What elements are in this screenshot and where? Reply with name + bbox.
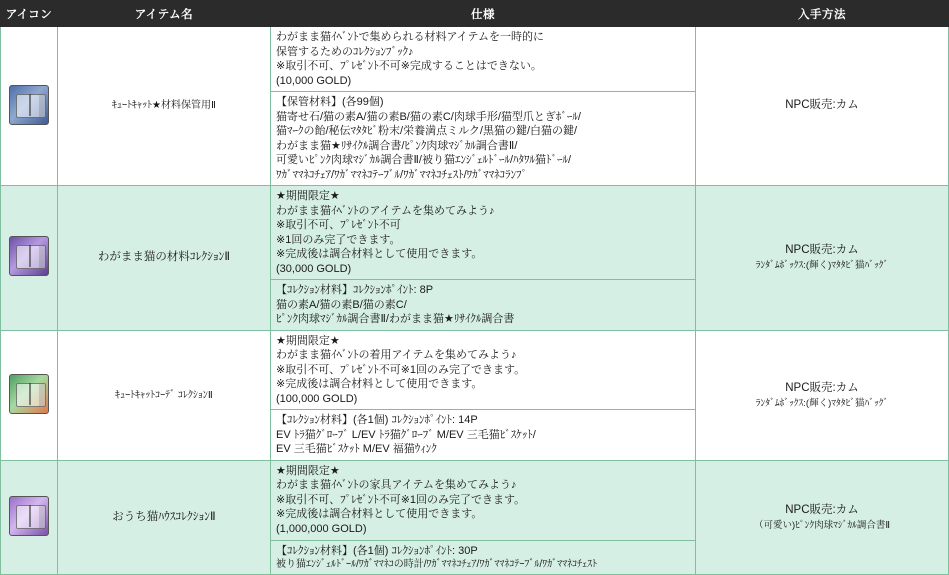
spec-line: わがまま猫★ﾘｻｲｸﾙ調合書/ﾋﾟﾝｸ肉球ﾏｼﾞｶﾙ調合書Ⅱ/ [276,139,518,152]
spec-description [271,461,695,540]
spec-line: ※取引不可、ﾌﾟﾚｾﾞﾝﾄ不可※1回のみ完了できます。 [276,493,526,506]
spec-line: ※取引不可、ﾌﾟﾚｾﾞﾝﾄ不可 [276,219,401,232]
table-body [1,27,949,575]
spec-line: ﾜｶﾞﾏﾏﾈｺﾁｪｱ/ﾜｶﾞﾏﾏﾈｺﾃｰﾌﾞﾙ/ﾜｶﾞﾏﾏﾈｺﾁｪｽﾄ/ﾜｶﾞﾏﾏﾈｺﾗﾝﾌﾟ [276,168,528,181]
column-header-acquisition: 入手方法 [696,1,949,27]
acquisition-main: NPC販売:カム [785,244,859,257]
spec-line: 猫の素A/猫の素B/猫の素C/ [276,298,407,311]
table-header-row [1,1,949,27]
spec-top-row [271,186,695,280]
acquisition-sub: （可愛い)ﾋﾟﾝｸ肉球ﾏｼﾞｶﾙ調合書Ⅱ [753,520,891,532]
item-icon-cell [1,330,58,460]
item-icon-cell [1,460,58,574]
spec-bottom-row [271,540,695,574]
item-name-cell: ｷｭｰﾄｷｬｯﾄ★材料保管用Ⅱ [58,27,271,186]
spec-top-row [271,331,695,410]
spec-line: ※完成後は調合材料として使用できます。 [276,378,483,391]
spec-line: わがまま猫ｲﾍﾞﾝﾄの家具アイテムを集めてみよう♪ [276,479,517,492]
item-icon-cell [1,186,58,331]
column-header-item-name: アイテム名 [58,1,271,27]
book-blue-icon [9,85,49,125]
spec-bottom-row [271,410,695,460]
acquisition-cell [696,330,949,460]
spec-line: (100,000 GOLD) [276,392,358,405]
spec-materials [271,540,695,574]
spec-line: EV 三毛猫ﾋﾞｽｹｯﾄ M/EV 福猫ｳｨﾝｸ [276,443,437,456]
spec-line: (10,000 GOLD) [276,74,352,87]
spec-materials [271,280,695,330]
item-name-cell: ｷｭｰﾄｷｬｯﾄｺｰﾃﾞ ｺﾚｸｼｮﾝⅡ [58,330,271,460]
book-violet-icon [9,496,49,536]
spec-line: 【保管材料】(各99個) [276,96,384,109]
spec-line: (30,000 GOLD) [276,262,352,275]
spec-top-row [271,461,695,540]
spec-line: ※1回のみ完了できます。 [276,233,401,246]
acquisition-sub: ﾗﾝﾀﾞﾑﾎﾞｯｸｽ:(輝く)ﾏﾀﾀﾋﾞ猫ﾊﾞｯｸﾞ [755,397,889,409]
column-header-icon: アイコン [1,1,58,27]
book-purple-icon [9,236,49,276]
spec-line: 【ｺﾚｸｼｮﾝ材料】(各1個) ｺﾚｸｼｮﾝﾎﾟｲﾝﾄ: 30P [276,544,478,557]
item-name-cell: おうち猫ﾊｳｽｺﾚｸｼｮﾝⅡ [58,460,271,574]
acquisition-main: NPC販売:カム [785,381,859,394]
spec-line: (1,000,000 GOLD) [276,522,367,535]
column-header-spec: 仕様 [271,1,696,27]
spec-subtable [271,27,695,185]
item-icon-cell [1,27,58,186]
spec-line: わがまま猫ｲﾍﾞﾝﾄで集められる材料アイテムを一時的に [276,31,544,43]
spec-line: 猫ﾏｰｸの飴/秘伝ﾏﾀﾀﾋﾞ粉末/栄養満点ミルク/黒猫の鍵/白猫の鍵/ [276,125,578,138]
table-row [1,186,949,331]
acquisition-cell [696,186,949,331]
spec-line: ﾋﾟﾝｸ肉球ﾏｼﾞｶﾙ調合書Ⅱ/わがまま猫★ﾘｻｲｸﾙ調合書 [276,313,515,326]
spec-line: ★期間限定★ [276,190,340,203]
item-spec-cell [271,27,696,186]
spec-line: EV ﾄﾗ猫ｸﾞﾛｰﾌﾞ L/EV ﾄﾗ猫ｸﾞﾛｰﾌﾞ M/EV 三毛猫ﾋﾞｽｹｯﾄ/ [276,428,536,441]
acquisition-cell [696,27,949,186]
item-name-cell: わがまま猫の材料ｺﾚｸｼｮﾝⅡ [58,186,271,331]
table-header [1,1,949,27]
spec-line: ※取引不可、ﾌﾟﾚｾﾞﾝﾄ不可※完成することはできない。 [276,60,542,73]
spec-description [271,27,695,92]
spec-materials [271,410,695,460]
acquisition-main: NPC販売:カム [785,99,859,112]
acquisition-cell [696,460,949,574]
spec-description [271,331,695,410]
spec-line: ※取引不可、ﾌﾟﾚｾﾞﾝﾄ不可※1回のみ完了できます。 [276,363,526,376]
spec-line: 猫寄せ石/猫の素A/猫の素B/猫の素C/肉球手形/猫型爪とぎﾎﾞｰﾙ/ [276,110,581,123]
spec-line: わがまま猫ｲﾍﾞﾝﾄの着用アイテムを集めてみよう♪ [276,349,517,362]
table-row [1,330,949,460]
spec-bottom-row [271,92,695,186]
spec-line: ※完成後は調合材料として使用できます。 [276,508,483,521]
spec-subtable [271,186,695,330]
item-spec-cell [271,460,696,574]
spec-line: 【ｺﾚｸｼｮﾝ材料】ｺﾚｸｼｮﾝﾎﾟｲﾝﾄ: 8P [276,284,434,297]
acquisition-main: NPC販売:カム [785,503,859,516]
table-row [1,460,949,574]
table-row [1,27,949,186]
spec-line: ※完成後は調合材料として使用できます。 [276,248,483,261]
spec-top-row [271,27,695,92]
spec-line: 保管するためのｺﾚｸｼｮﾝﾌﾞｯｸ♪ [276,45,414,58]
spec-line: わがまま猫ｲﾍﾞﾝﾄのアイテムを集めてみよう♪ [276,204,495,217]
spec-bottom-row [271,280,695,330]
spec-description [271,186,695,280]
spec-line: 被り猫ｴﾝｼﾞｪﾙﾄﾞｰﾙ/ﾜｶﾞﾏﾏﾈｺの時計/ﾜｶﾞﾏﾏﾈｺﾁｪｱ/ﾜｶﾞﾏﾏﾈｺﾃｰﾌﾞﾙ/ﾜｶﾞﾏﾏﾈｺﾁｪｽﾄ [276,559,598,571]
spec-subtable [271,461,695,574]
spec-subtable [271,331,695,460]
book-green-icon [9,374,49,414]
item-spec-cell [271,330,696,460]
spec-line: 【ｺﾚｸｼｮﾝ材料】(各1個) ｺﾚｸｼｮﾝﾎﾟｲﾝﾄ: 14P [276,414,478,427]
acquisition-sub: ﾗﾝﾀﾞﾑﾎﾞｯｸｽ:(輝く)ﾏﾀﾀﾋﾞ猫ﾊﾞｯｸﾞ [755,260,889,272]
item-spec-cell [271,186,696,331]
spec-line: ★期間限定★ [276,334,340,347]
spec-line: ★期間限定★ [276,464,340,477]
spec-materials [271,92,695,186]
spec-line: 可愛いﾋﾟﾝｸ肉球ﾏｼﾞｶﾙ調合書Ⅱ/被り猫ｴﾝｼﾞｪﾙﾄﾞｰﾙ/ﾊﾀﾜﾙ猫ﾄﾞｰﾙ/ [276,154,572,167]
